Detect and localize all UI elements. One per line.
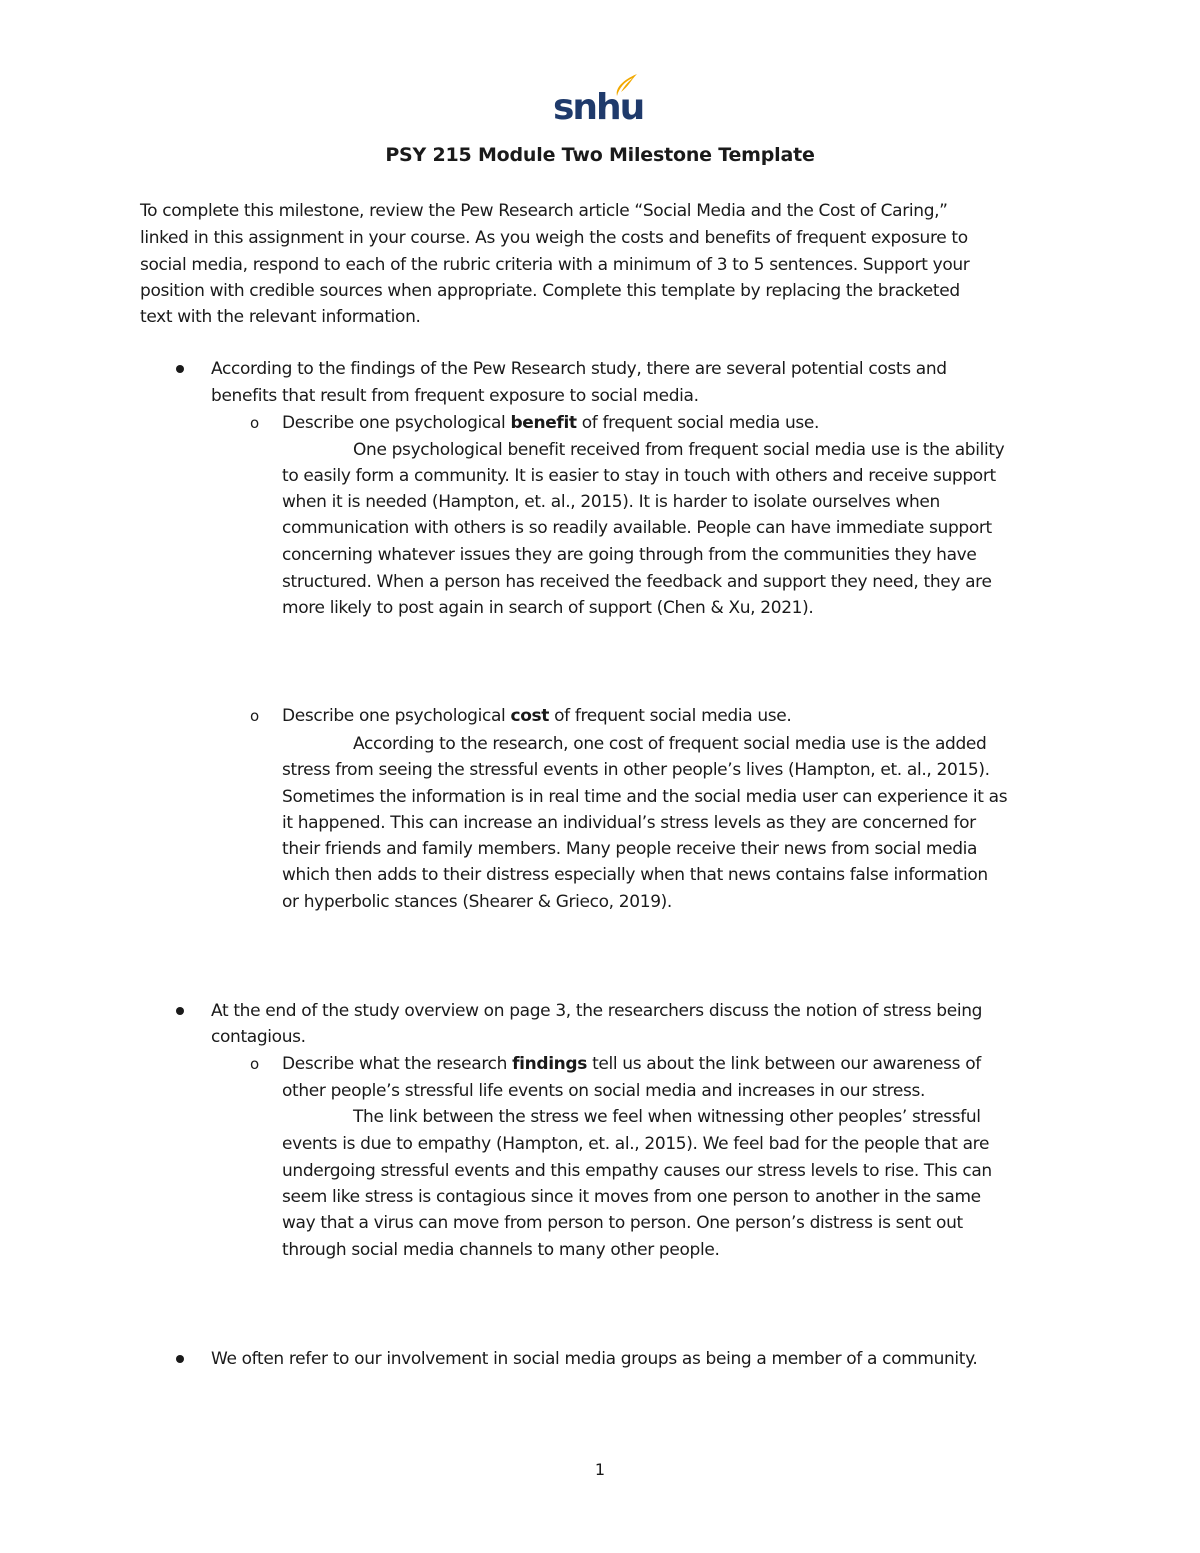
intro-line: To complete this milestone, review the Pew Research article “Social Media and the Cost of Caring,” xyxy=(140,201,948,221)
snhu-logo xyxy=(553,72,644,132)
answer-line: One psychological benefit received from frequent social media use is the ability xyxy=(353,440,1005,460)
answer-line: to easily form a community. It is easier to stay in touch with others and receive support xyxy=(282,466,996,486)
bullet-text: At the end of the study overview on page 3, the researchers discuss the notion of stress being xyxy=(211,1001,983,1021)
bullet-dot xyxy=(176,1355,184,1363)
intro-line: linked in this assignment in your course. As you weigh the costs and benefits of frequent exposure to xyxy=(140,228,968,248)
cost-prompt xyxy=(282,703,791,729)
prompt-text: tell us about the link between our awareness of xyxy=(587,1054,981,1074)
page-number: 1 xyxy=(594,1460,606,1479)
intro-line: position with credible sources when appropriate. Complete this template by replacing the bracketed xyxy=(140,281,960,301)
bullet-dot xyxy=(176,1007,184,1015)
answer-line: communication with others is so readily available. People can have immediate support xyxy=(282,518,992,538)
page-title: PSY 215 Module Two Milestone Template xyxy=(385,144,815,166)
answer-line: more likely to post again in search of support (Chen & Xu, 2021). xyxy=(282,598,814,618)
bullet-text: benefits that result from frequent exposure to social media. xyxy=(211,386,699,406)
answer-line: structured. When a person has received the feedback and support they need, they are xyxy=(282,572,992,592)
prompt-text: Describe what the research xyxy=(282,1054,513,1074)
answer-line: concerning whatever issues they are going through from the communities they have xyxy=(282,545,977,565)
intro-line: social media, respond to each of the rubric criteria with a minimum of 3 to 5 sentences. Support your xyxy=(140,255,970,275)
bullet-dot xyxy=(176,365,184,373)
answer-line: it happened. This can increase an individual’s stress levels as they are concerned for xyxy=(282,813,976,833)
answer-line: their friends and family members. Many people receive their news from social media xyxy=(282,839,978,859)
intro-line: text with the relevant information. xyxy=(140,307,421,327)
logo-wordmark: snhu xyxy=(553,87,644,128)
bullet-text: contagious. xyxy=(211,1027,306,1047)
findings-prompt-line2: other people’s stressful life events on social media and increases in our stress. xyxy=(282,1081,926,1101)
bullet-text: According to the findings of the Pew Research study, there are several potential costs and xyxy=(211,359,947,379)
sub-bullet-marker: o xyxy=(250,414,260,432)
answer-line: or hyperbolic stances (Shearer & Grieco, 2019). xyxy=(282,892,672,912)
answer-line: through social media channels to many other people. xyxy=(282,1240,720,1260)
findings-prompt xyxy=(282,1051,981,1077)
prompt-text: of frequent social media use. xyxy=(549,706,792,726)
answer-line: The link between the stress we feel when witnessing other peoples’ stressful xyxy=(353,1107,981,1127)
prompt-text: Describe one psychological xyxy=(282,706,511,726)
benefit-prompt xyxy=(282,410,819,436)
answer-line: According to the research, one cost of frequent social media use is the added xyxy=(353,734,987,754)
prompt-keyword: findings xyxy=(512,1054,588,1074)
prompt-text: of frequent social media use. xyxy=(576,413,820,433)
prompt-keyword: cost xyxy=(510,706,550,726)
answer-line: which then adds to their distress especially when that news contains false information xyxy=(282,865,988,885)
answer-line: undergoing stressful events and this empathy causes our stress levels to rise. This can xyxy=(282,1161,992,1181)
bullet-text: We often refer to our involvement in social media groups as being a member of a community. xyxy=(211,1349,978,1369)
answer-line: when it is needed (Hampton, et. al., 2015). It is harder to isolate ourselves when xyxy=(282,492,940,512)
answer-line: events is due to empathy (Hampton, et. al., 2015). We feel bad for the people that are xyxy=(282,1134,990,1154)
answer-line: stress from seeing the stressful events in other people’s lives (Hampton, et. al., 2015). xyxy=(282,760,990,780)
answer-line: Sometimes the information is in real time and the social media user can experience it as xyxy=(282,787,1008,807)
answer-line: seem like stress is contagious since it moves from one person to another in the same xyxy=(282,1187,981,1207)
prompt-text: Describe one psychological xyxy=(282,413,511,433)
sub-bullet-marker: o xyxy=(250,707,260,725)
sub-bullet-marker: o xyxy=(250,1055,260,1073)
answer-line: way that a virus can move from person to person. One person’s distress is sent out xyxy=(282,1213,963,1233)
prompt-keyword: benefit xyxy=(510,413,577,433)
